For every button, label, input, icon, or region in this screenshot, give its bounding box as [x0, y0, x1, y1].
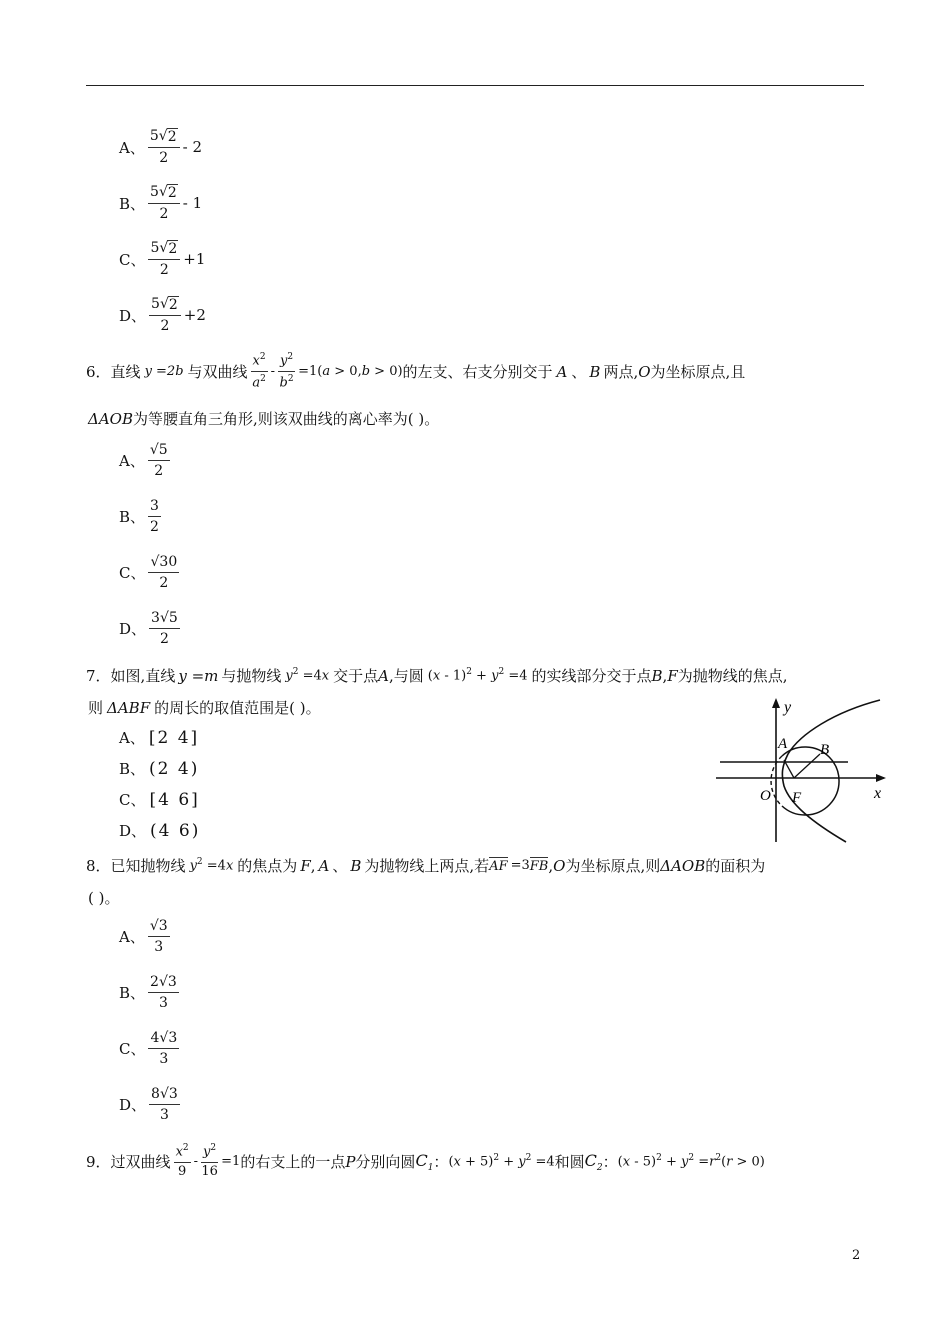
- q6-option-c[interactable]: [119, 554, 182, 591]
- q9-stem-line1: 9． 过双曲线 $\frac{x^2}{9}$ - $\frac{y^2}{16}$ =1 的右支上的一点 P 分别向圆 $C_1$ ： $(x + 5)^2 + y^2 =4$ 和圆 $C_2$ ： $(x - 5)^2 + y^2 =r^2(r > 0)$: [86, 1143, 765, 1180]
- y-axis-arrow: [772, 698, 780, 708]
- denominator: 2: [160, 318, 170, 335]
- q6-stem-line1: 6． 直线 y =2b 与双曲线 $\frac{x^2}{a^2}$ - $\frac{y^2}{b^2}$ =1(a > 0,b > 0) 的左支、右支分别交于 A 、 B 两点, O 为坐标原点,且: [86, 352, 746, 391]
- question-number: 8．: [86, 857, 111, 875]
- stem-text: 为坐标原点,则: [565, 857, 661, 875]
- point-b: B: [651, 666, 663, 685]
- fraction: 5√ 2 2: [148, 184, 180, 222]
- stem-text: 为抛物线上两点,若: [364, 857, 490, 875]
- fraction: 5√ 2 2: [148, 240, 180, 278]
- fraction: [148, 554, 179, 591]
- stem-text: 的面积为: [705, 857, 766, 875]
- stem-text: 为坐标原点,且: [650, 363, 746, 382]
- triangle-aob: ΔAOB: [660, 856, 706, 875]
- triangle-abf: ΔABF: [107, 698, 151, 717]
- point-f: F: [300, 856, 311, 875]
- stem-text: 为等腰直角三角形,则该双曲线的离心率为( )。: [133, 410, 440, 428]
- circle-c1-equation: $(x + 5)^2 + y^2 =4$: [448, 1153, 555, 1170]
- fraction: 5√ 2 2: [149, 296, 181, 334]
- q5-option-b[interactable]: [119, 184, 202, 222]
- option-label: B、: [119, 984, 146, 1003]
- coef: 5: [150, 184, 159, 200]
- q8-stem-line2: [88, 887, 119, 908]
- stem-text: ,与圆: [388, 667, 424, 685]
- point-a: A: [556, 362, 568, 381]
- label-o: O: [760, 788, 771, 804]
- question-number: 7．: [86, 667, 111, 685]
- denominator: 3: [159, 1051, 169, 1068]
- denominator: 2: [159, 631, 169, 648]
- q7-option-c[interactable]: [119, 789, 200, 810]
- stem-text: 直线: [110, 363, 141, 382]
- vector-fb: FB: [529, 859, 549, 874]
- numerator: 4√3: [148, 1030, 179, 1049]
- circle-equation: $(x - 1)^2 + y^2 =4$: [427, 667, 528, 684]
- q8-option-b[interactable]: [119, 974, 182, 1011]
- stem-text: 如图,直线: [110, 667, 176, 685]
- numerator: 3√5: [149, 610, 180, 629]
- option-label: A、: [119, 729, 145, 747]
- hyperbola-y-term: $\frac{y^2}{b^2}$: [279, 352, 294, 391]
- circle-c1: $C_1$: [415, 1150, 434, 1173]
- denominator: 2: [159, 206, 169, 223]
- point-o: O: [553, 856, 566, 875]
- option-label: D、: [119, 306, 147, 325]
- q8-stem-line1: 8． 已知抛物线 $y^2 =4x$ 的焦点为 F , A 、 B 为抛物线上两点,若 AF =3 FB , O 为坐标原点,则 ΔAOB 的面积为: [86, 856, 766, 875]
- stem-text: 为抛物线的焦点,: [677, 667, 788, 685]
- stem-text: 的焦点为: [237, 857, 298, 875]
- fraction: [149, 1086, 180, 1123]
- stem-text: 两点,: [603, 363, 639, 382]
- denominator: 2: [159, 262, 169, 279]
- radicand: 2: [168, 241, 178, 257]
- q8-option-a[interactable]: [119, 918, 173, 955]
- point-b: B: [589, 362, 601, 381]
- fraction: 5√ 2 2: [148, 128, 180, 166]
- label-x: x: [874, 785, 882, 802]
- option-label: B、: [119, 194, 146, 213]
- point-a: A: [318, 856, 330, 875]
- circle-c2: $C_2$: [584, 1150, 603, 1173]
- stem-text: 与双曲线: [187, 363, 248, 382]
- q7-stem-line1: 7． 如图,直线 y =m 与抛物线 $y^2 =4x$ 交于点 A ,与圆 $(x - 1)^2 + y^2 =4$ 的实线部分交于点 B , F 为抛物线的焦点,: [86, 666, 788, 685]
- stem-text: 分别向圆: [355, 1153, 416, 1172]
- stem-text: 的实线部分交于点: [531, 667, 652, 685]
- label-y: y: [784, 699, 792, 716]
- denominator: 3: [159, 1107, 169, 1124]
- q7-option-d[interactable]: [119, 820, 200, 841]
- label-f: F: [792, 790, 802, 806]
- option-label: D、: [119, 822, 147, 840]
- fraction: [148, 1030, 179, 1067]
- point-b: B: [350, 856, 362, 875]
- x-axis-arrow: [876, 774, 886, 782]
- point-a: A: [378, 666, 389, 685]
- numerator: √5: [148, 442, 170, 461]
- option-tail: - 1: [182, 194, 203, 213]
- point-p: P: [345, 1152, 356, 1171]
- q8-option-c[interactable]: [119, 1030, 182, 1067]
- question-number: 9．: [86, 1153, 111, 1172]
- header-rule: [86, 85, 864, 86]
- fraction: [148, 974, 179, 1011]
- q5-option-d[interactable]: [119, 296, 206, 334]
- circle-c2-equation: $(x - 5)^2 + y^2 =r^2(r > 0)$: [617, 1153, 765, 1170]
- fraction: [149, 610, 180, 647]
- page-number: 2: [852, 1248, 861, 1263]
- stem-text: 的左支、右支分别交于: [402, 363, 553, 382]
- numerator: 8√3: [149, 1086, 180, 1105]
- option-label: C、: [119, 250, 146, 269]
- q7-option-b[interactable]: [119, 758, 199, 779]
- stem-text: 已知抛物线: [110, 857, 186, 875]
- option-label: A、: [119, 452, 145, 471]
- hyperbola-x-term: $\frac{x^2}{9}$: [175, 1143, 189, 1180]
- label-a: A: [778, 736, 788, 752]
- q8-option-d[interactable]: [119, 1086, 183, 1123]
- q6-option-d[interactable]: [119, 610, 183, 647]
- option-label: A、: [119, 138, 145, 157]
- option-label: B、: [119, 760, 146, 778]
- q7-figure: [714, 694, 888, 846]
- vector-eq: =3: [510, 858, 530, 873]
- question-number: 6．: [86, 363, 111, 382]
- option-label: C、: [119, 564, 146, 583]
- q6-option-b[interactable]: [119, 498, 164, 535]
- denominator: 2: [150, 519, 159, 536]
- line-equation: y =2b: [144, 364, 184, 380]
- stem-text: ( )。: [88, 889, 120, 907]
- hyperbola-y-term: $\frac{y^2}{16}$: [201, 1143, 218, 1180]
- colon: ：: [602, 1153, 618, 1172]
- denominator: 3: [154, 939, 164, 956]
- denominator: 2: [159, 150, 169, 167]
- option-label: C、: [119, 791, 146, 809]
- stem-text: 和圆: [554, 1153, 585, 1172]
- radicand: 2: [167, 185, 177, 201]
- colon: ：: [433, 1153, 449, 1172]
- hyperbola-x-term: $\frac{x^2}{a^2}$: [252, 352, 266, 391]
- denominator: 2: [159, 575, 169, 592]
- option-label: D、: [119, 1096, 147, 1115]
- stem-text: 交于点: [333, 667, 379, 685]
- q6-stem-line2: [88, 408, 439, 429]
- radicand: 2: [168, 297, 178, 313]
- segment-fb: [794, 754, 820, 778]
- numerator: √3: [148, 918, 170, 937]
- denominator: 3: [158, 995, 168, 1012]
- radicand: 2: [167, 129, 177, 145]
- denominator: 2: [154, 463, 164, 480]
- coef: 5: [149, 128, 159, 144]
- q7-stem-line2: [88, 697, 321, 718]
- option-label: C、: [119, 1040, 146, 1059]
- stem-text: 的周长的取值范围是( )。: [154, 699, 321, 717]
- option-tail: - 2: [182, 138, 202, 157]
- q6-option-a[interactable]: [119, 442, 173, 479]
- fraction: [148, 918, 170, 955]
- option-tail: +2: [183, 306, 206, 325]
- q7-option-a[interactable]: [119, 727, 199, 748]
- circle-solid-arc: [782, 747, 839, 815]
- label-b: B: [820, 742, 830, 758]
- stem-text: 与抛物线: [221, 667, 282, 685]
- option-value: (2 4): [149, 758, 200, 779]
- option-label: D、: [119, 620, 147, 639]
- separator: 、: [571, 363, 587, 382]
- fraction: [148, 498, 161, 535]
- numerator: 3: [148, 498, 161, 517]
- numerator: √30: [148, 554, 179, 573]
- parabola-equation: $y^2 =4x$: [285, 667, 330, 684]
- coef: 5: [151, 296, 160, 312]
- stem-text: 的右支上的一点: [240, 1153, 346, 1172]
- option-value: [2 4]: [148, 727, 200, 748]
- triangle-aob: ΔAOB: [88, 409, 133, 428]
- stem-text: 则: [88, 699, 104, 717]
- vector-af: AF: [489, 859, 508, 874]
- parabola-curve: [782, 700, 880, 842]
- numerator: 2√3: [148, 974, 179, 993]
- coef: 5: [150, 240, 160, 256]
- line-equation: y =m: [178, 666, 219, 685]
- option-label: B、: [119, 508, 146, 527]
- q5-option-a[interactable]: [119, 128, 202, 166]
- point-o: O: [638, 362, 651, 381]
- parabola-equation: $y^2 =4x$: [189, 857, 234, 874]
- option-value: [4 6]: [149, 789, 200, 810]
- option-tail: +1: [183, 250, 206, 269]
- point-f: F: [667, 666, 678, 685]
- stem-text: 过双曲线: [110, 1153, 171, 1172]
- option-value: (4 6): [150, 820, 201, 841]
- q5-option-c[interactable]: [119, 240, 205, 278]
- fraction: [148, 442, 170, 479]
- option-label: A、: [119, 928, 145, 947]
